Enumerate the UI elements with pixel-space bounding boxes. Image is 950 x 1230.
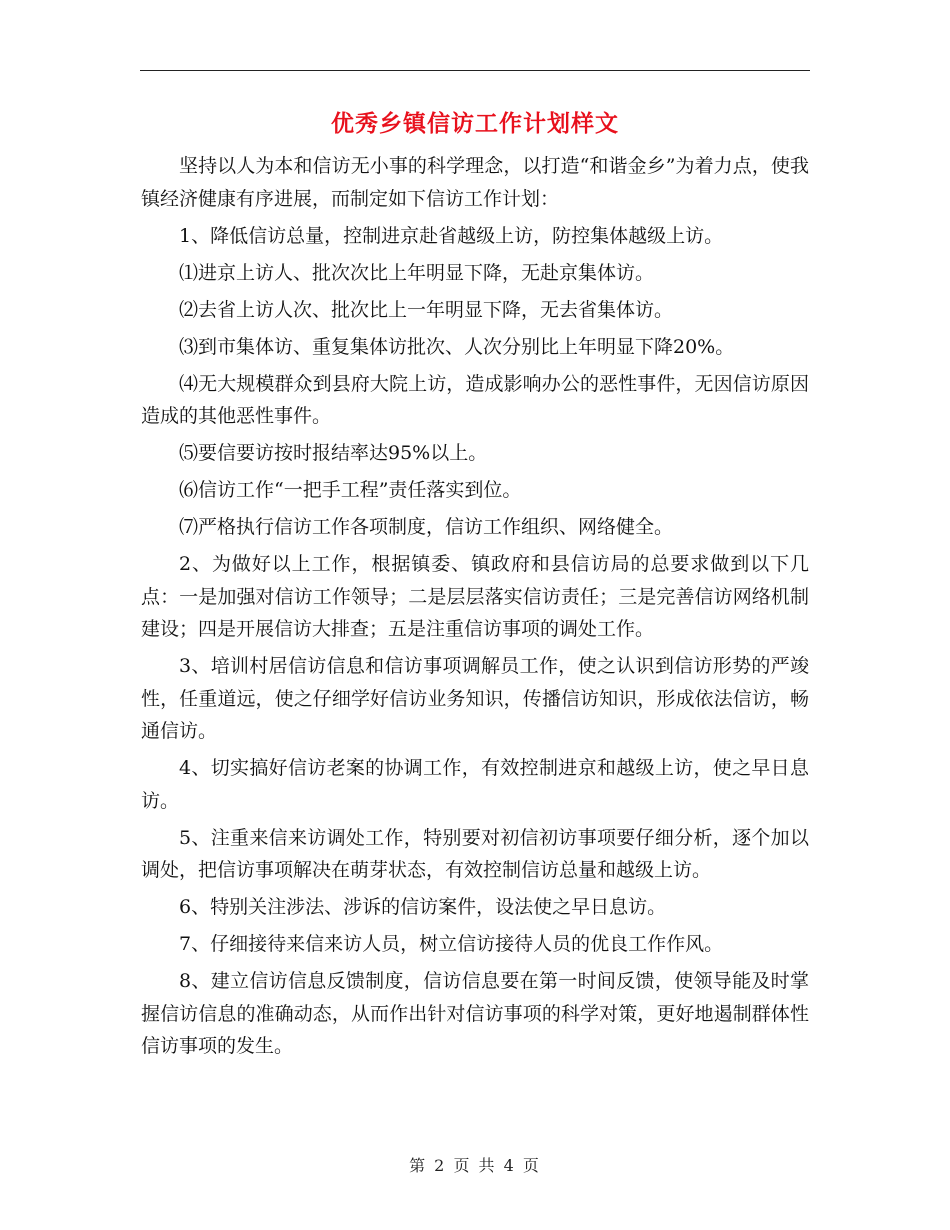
paragraph-item-3: 3、培训村居信访信息和信访事项调解员工作，使之认识到信访形势的严竣性，任重道远，使之仔细学好信访业务知识，传播信访知识，形成依法信访，畅通信访。	[141, 655, 809, 742]
paragraph-item-6: 6、特别关注涉法、涉诉的信访案件，设法使之早日息访。	[179, 896, 667, 918]
paragraph-subitem-6: ⑹信访工作“一把手工程”责任落实到位。	[179, 479, 522, 501]
paragraph-item-7: 7、仔细接待来信来访人员，树立信访接待人员的优良工作作风。	[179, 933, 724, 955]
page-footer: 第 2 页 共 4 页	[409, 1156, 541, 1175]
header-rule	[140, 70, 810, 71]
paragraph-subitem-2: ⑵去省上访人次、批次比上一年明显下降，无去省集体访。	[179, 298, 674, 321]
paragraph-subitem-4: ⑷无大规模群众到县府大院上访，造成影响办公的恶性事件，无因信访原因造成的其他恶性事件。	[141, 372, 809, 427]
paragraph-item-1: 1、降低信访总量，控制进京赴省越级上访，防控集体越级上访。	[179, 224, 724, 247]
paragraph-subitem-7: ⑺严格执行信访工作各项制度，信访工作组织、网络健全。	[179, 516, 674, 538]
paragraph-subitem-5: ⑸要信要访按时报结率达95%以上。	[179, 442, 488, 464]
paragraph-item-5: 5、注重来信来访调处工作，特别要对初信初访事项要仔细分析，逐个加以调处，把信访事项解决在萌芽状态，有效控制信访总量和越级上访。	[141, 826, 809, 881]
paragraph-subitem-3: ⑶到市集体访、重复集体访批次、人次分别比上年明显下降20%。	[179, 335, 735, 358]
paragraph-intro: 坚持以人为本和信访无小事的科学理念，以打造“和谐金乡”为着力点，使我镇经济健康有序进展，而制定如下信访工作计划：	[141, 155, 809, 210]
paragraph-item-2: 2、为做好以上工作，根据镇委、镇政府和县信访局的总要求做到以下几点：一是加强对信访工作领导；二是层层落实信访责任；三是完善信访网络机制建设；四是开展信访大排查；五是注重信访事项的调处工作。	[141, 553, 809, 640]
paragraph-subitem-1: ⑴进京上访人、批次次比上年明显下降，无赴京集体访。	[179, 261, 655, 284]
document-body	[141, 150, 809, 1067]
paragraph-item-4: 4、切实搞好信访老案的协调工作，有效控制进京和越级上访，使之早日息访。	[141, 757, 809, 812]
document-title: 优秀乡镇信访工作计划样文	[331, 110, 619, 137]
paragraph-item-8: 8、建立信访信息反馈制度，信访信息要在第一时间反馈，使领导能及时掌握信访信息的准确动态，从而作出针对信访事项的科学对策，更好地遏制群体性信访事项的发生。	[141, 970, 809, 1057]
